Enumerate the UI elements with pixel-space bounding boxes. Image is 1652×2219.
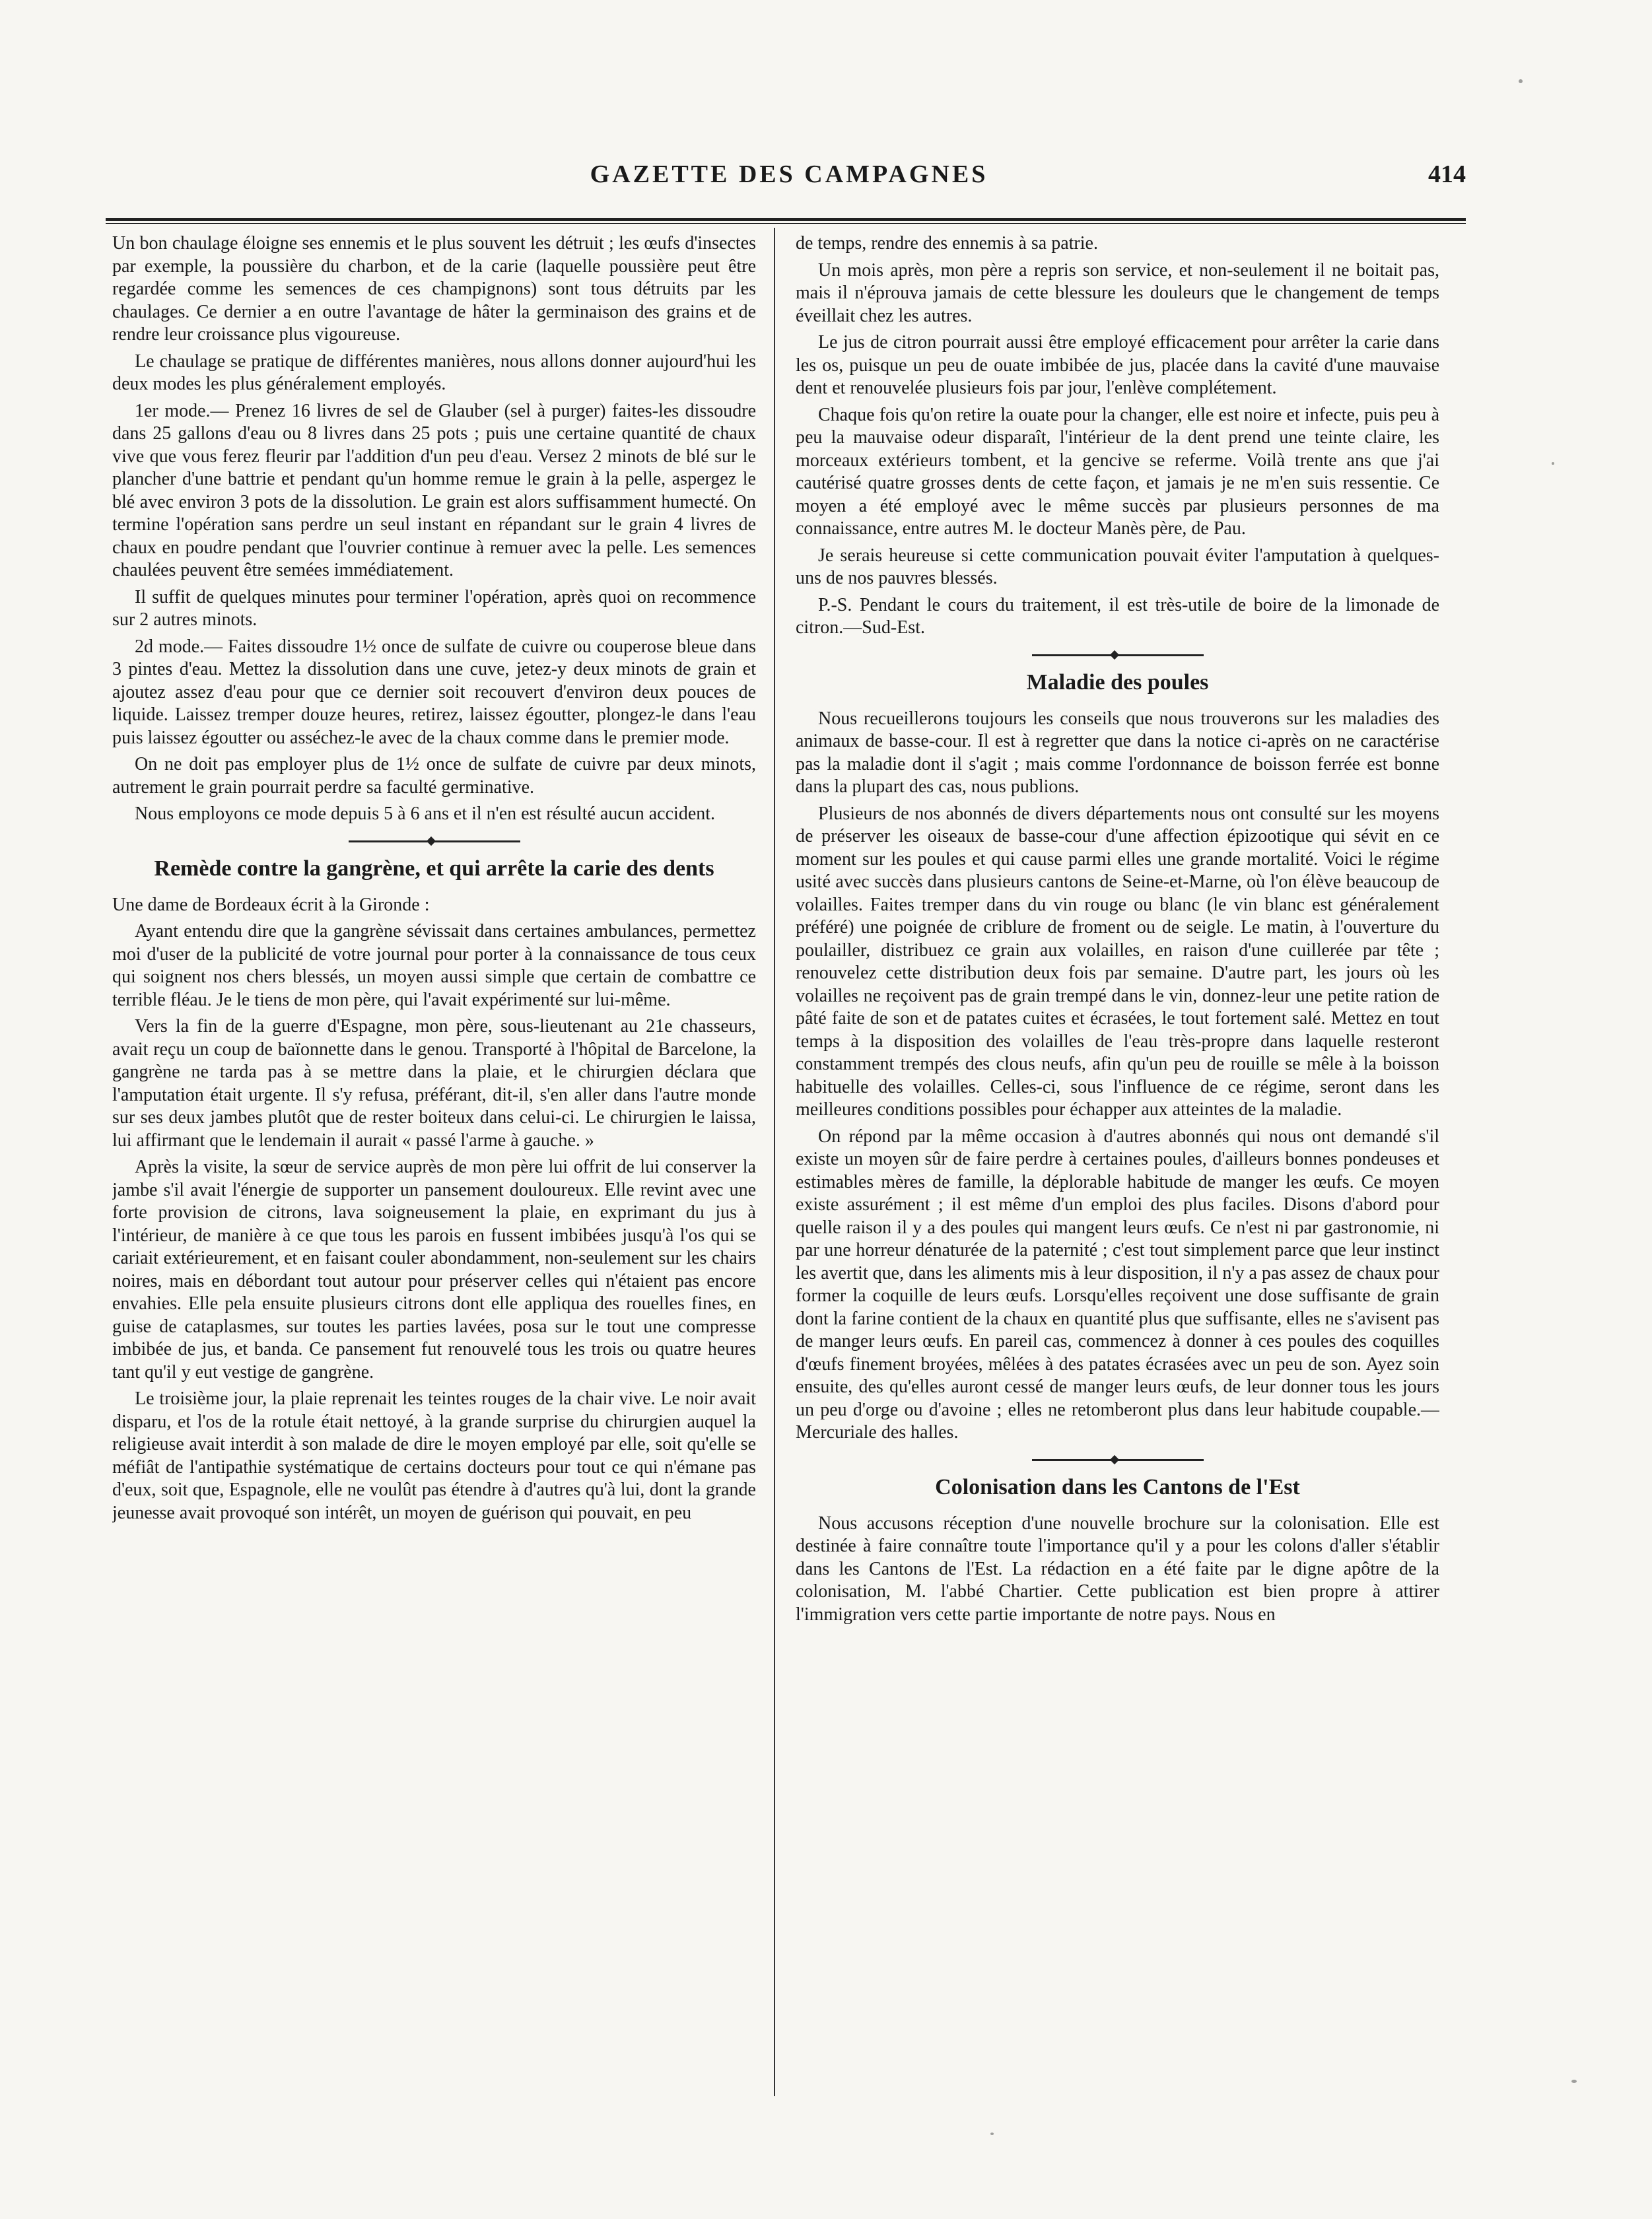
paragraph: Vers la fin de la guerre d'Espagne, mon père, sous-lieutenant au 21e chasseurs, avait reçu un coup de baïonnette dans le genou. Transporté à l'hôpital de Barcelone, la gangrène ne tarda pas à se mettre dans la plaie, et le chirurgien déclara que l'amputation était urgente. Il s'y refusa, préférant, dit-il, s'en aller dans l'autre monde sur ses deux jambes plutôt que de rester boiteux dans celui-ci. Le chirurgien le laissa, lui affirmant que le lendemain il aurait « passé l'arme à gauche. » <box>112 1016 756 1151</box>
right-column <box>796 232 1439 2094</box>
scan-speck <box>990 2133 994 2135</box>
paragraph: Le troisième jour, la plaie reprenait les teintes rouges de la chair vive. Le noir avait disparu, et l'os de la rotule était nettoyé, à la grande surprise du chirurgien auquel la religieuse avait interdit à son malade de dire le moyen employé par elle, soit qu'elle se méfiât de l'antipathie systématique de certains docteurs pour tout ce qui n'émane pas d'eux, soit que, Espagnole, elle ne voulût pas étendre à d'autres qu'à lui, dont la grande jeunesse avait provoqué son intérêt, un moyen de guérison qui pouvait, en peu <box>112 1388 756 1523</box>
section-separator <box>349 840 520 842</box>
paragraph: Il suffit de quelques minutes pour terminer l'opération, après quoi on recommence sur 2 autres minots. <box>112 586 756 630</box>
paragraph: Un mois après, mon père a repris son service, et non-seulement il ne boitait pas, mais il n'éprouva jamais de cette blessure les douleurs que le changement de temps éveillait chez les autres. <box>796 259 1439 326</box>
scan-speck <box>1571 2080 1577 2083</box>
page-header <box>112 160 1466 199</box>
header-rule <box>106 218 1466 224</box>
section-separator <box>1032 1459 1204 1461</box>
left-column <box>112 232 756 2094</box>
page-number: 414 <box>1428 160 1466 188</box>
paragraph: P.-S. Pendant le cours du traitement, il est très-utile de boire de la limonade de citron.—Sud-Est. <box>796 594 1439 638</box>
paragraph: 2d mode.— Faites dissoudre 1½ once de sulfate de cuivre ou couperose bleue dans 3 pintes d'eau. Mettez la dissolution dans une cuve, jetez-y deux minots de grain et ajoutez assez d'eau pour que ce dernier soit recouvert d'environ deux pouces de liquide. Laissez tremper douze heures, retirez, laissez égoutter, plongez-le dans l'eau puis laissez égoutter ou asséchez-le avec de la chaux comme dans le premier mode. <box>112 636 756 748</box>
paragraph: Le chaulage se pratique de différentes manières, nous allons donner aujourd'hui les deux modes les plus généralement employés. <box>112 351 756 394</box>
paragraph: Chaque fois qu'on retire la ouate pour la changer, elle est noire et infecte, puis peu à peu la mauvaise odeur disparaît, l'intérieur de la dent prend une teinte claire, les morceaux extérieurs tombent, et la gencive se referme. Voilà trente ans que j'ai cautérisé quatre grosses dents de cette façon, et jamais je ne m'en suis ressentie. Ce moyen a été employé avec le même succès par plusieurs personnes de ma connaissance, entre autres M. le docteur Manès père, de Pau. <box>796 404 1439 539</box>
paragraph: Nous accusons réception d'une nouvelle brochure sur la colonisation. Elle est destinée à faire connaître toute l'importance qu'il y a pour les colons d'aller s'établir dans les Cantons de l'Est. La rédaction en a été faite par le digne apôtre de la colonisation, M. l'abbé Chartier. Cette publication est bien propre à attirer l'immigration vers cette partie importante de notre pays. Nous en <box>796 1513 1439 1625</box>
paragraph: Plusieurs de nos abonnés de divers départements nous ont consulté sur les moyens de préserver les oiseaux de basse-cour d'une affection épizootique qui sévit en ce moment sur les poules et qui cause parmi elles une grande mortalité. Voici le régime usité avec succès dans plusieurs cantons de Seine-et-Marne, où l'on élève beaucoup de volailles. Faites tremper dans du vin rouge ou blanc (le vin blanc est généralement préféré) une poignée de criblure de froment ou de seigle. Le matin, à l'ouverture du poulailler, distribuez ce grain aux volailles, en raison d'une cuillerée par tête ; renouvelez cette distribution deux fois par semaine. D'autre part, les jours où les volailles ne reçoivent pas de grain trempé dans le vin, donnez-leur une petite ration de pâté faite de son et de patates cuites et écrasées, le tout fortement salé. Mettez en tout temps à la disposition des volailles de l'eau très-propre dans laquelle resteront constamment trempés des clous neufs, afin qu'un peu de rouille se mêle à la boisson habituelle des volailles. Celles-ci, sous l'influence de ce régime, seront dans les meilleures conditions possibles pour échapper aux atteintes de la maladie. <box>796 803 1439 1120</box>
paragraph: Une dame de Bordeaux écrit à la Gironde : <box>112 894 430 915</box>
section-title: Colonisation dans les Cantons de l'Est <box>935 1474 1300 1499</box>
paragraph: Le jus de citron pourrait aussi être employé efficacement pour arrêter la carie dans les os, puisque un peu de ouate imbibée de jus, placée dans la cavité d'une mauvaise dent et renouvelée plusieurs fois par jour, l'enlève complétement. <box>796 332 1439 398</box>
paragraph: Je serais heureuse si cette communication pouvait éviter l'amputation à quelques-uns de nos pauvres blessés. <box>796 545 1439 588</box>
newspaper-title: GAZETTE DES CAMPAGNES <box>590 160 988 188</box>
scan-speck <box>1519 79 1523 83</box>
paragraph: de temps, rendre des ennemis à sa patrie. <box>796 233 1098 254</box>
section-title: Maladie des poules <box>1026 669 1209 695</box>
section-title: Remède contre la gangrène, et qui arrête la carie des dents <box>154 856 714 881</box>
paragraph: Nous recueillerons toujours les conseils que nous trouverons sur les maladies des animaux de basse-cour. Il est à regretter que dans la notice ci-après on ne caractérise pas la maladie dont il s'agit ; mais comme l'ordonnance de boisson ferrée est bonne dans la plupart des cas, nous publions. <box>796 708 1439 797</box>
paragraph: Ayant entendu dire que la gangrène sévissait dans certaines ambulances, permettez moi d'user de la publicité de votre journal pour porter à la connaissance de tous ceux qui soignent nos chers blessés, un moyen aussi simple que certain de combattre ce terrible fléau. Je le tiens de mon père, qui l'avait expérimenté sur lui-même. <box>112 921 756 1010</box>
section-separator <box>1032 654 1204 656</box>
scan-speck <box>1552 462 1554 465</box>
paragraph: Nous employons ce mode depuis 5 à 6 ans et il n'en est résulté aucun accident. <box>135 803 716 824</box>
paragraph: On répond par la même occasion à d'autres abonnés qui nous ont demandé s'il existe un moyen sûr de faire perdre à certaines poules, d'ailleurs bonnes pondeuses et estimables mères de famille, la déplorable habitude de manger les œufs. Ce moyen existe assurément ; il est même d'un emploi des plus faciles. Disons d'abord pour quelle raison il y a des poules qui mangent leurs œufs. Ce n'est ni par gastronomie, ni par une horreur dénaturée de la paternité ; c'est tout simplement parce que leur instinct les avertit que, dans les aliments mis à leur disposition, il n'y a pas assez de chaux pour former la coquille de leurs œufs. Lorsqu'elles reçoivent une dose suffisante de grain dont la farine contient de la chaux en quantité plus que suffisante, elles ne s'avisent pas de manger leurs œufs. En pareil cas, commencez à donner à ces poules des coquilles d'œufs finement broyées, mêlées à des patates écrasées avec un peu de son. Ayez soin ensuite, des qu'elles auront cessé de manger leurs œufs, de leur donner tous les jours un peu d'orge ou d'avoine ; elles ne retomberont plus dans leur habitude coupable.—Mercuriale des halles. <box>796 1126 1439 1443</box>
paragraph: 1er mode.— Prenez 16 livres de sel de Glauber (sel à purger) faites-les dissoudre dans 25 gallons d'eau ou 8 livres dans 25 pots ; puis une certaine quantité de chaux vive que vous ferez fleurir par l'addition d'un peu d'eau. Versez 2 minots de blé sur le plancher d'une battrie et pendant qu'un homme remue le grain à la pelle, aspergez le blé avec environ 3 pots de la dissolution. Le grain est alors suffisamment humecté. On termine l'opération sans perdre un seul instant en répandant sur le grain 4 livres de chaux en poudre pendant que l'ouvrier continue à remuer avec la pelle. Les semences chaulées peuvent être semées immédiatement. <box>112 400 756 580</box>
column-divider <box>774 228 775 2096</box>
paragraph: Un bon chaulage éloigne ses ennemis et le plus souvent les détruit ; les œufs d'insectes par exemple, la poussière du charbon, et de la carie (laquelle poussière peut être regardée comme les semences de ces champignons) sont tous détruits par les chaulages. Ce dernier a en outre l'avantage de hâter la germinaison des grains et de rendre leur croissance plus vigoureuse. <box>112 233 756 345</box>
paragraph: Après la visite, la sœur de service auprès de mon père lui offrit de lui conserver la jambe s'il avait l'énergie de supporter un pansement douloureux. Elle revint avec une forte provision de citrons, lava soigneusement la plaie, en exprimant du jus à l'intérieur, de manière à ce que tous les parois en fussent imbibées jusqu'à l'os qui se cariait extérieurement, et en faisant couler abondamment, non-seulement sur les chairs noires, mais en débordant tout autour pour préserver celles qui n'étaient pas encore envahies. Elle pela ensuite plusieurs citrons dont elle appliqua des rouelles fines, en guise de cataplasmes, sur toutes les parties lavées, posa sur le tout une compresse imbibée de jus, et banda. Ce pansement fut renouvelé tous les trois ou quatre heures tant qu'il y eut vestige de gangrène. <box>112 1157 756 1383</box>
paragraph: On ne doit pas employer plus de 1½ once de sulfate de cuivre par deux minots, autrement le grain pourrait perdre sa faculté germinative. <box>112 754 756 798</box>
